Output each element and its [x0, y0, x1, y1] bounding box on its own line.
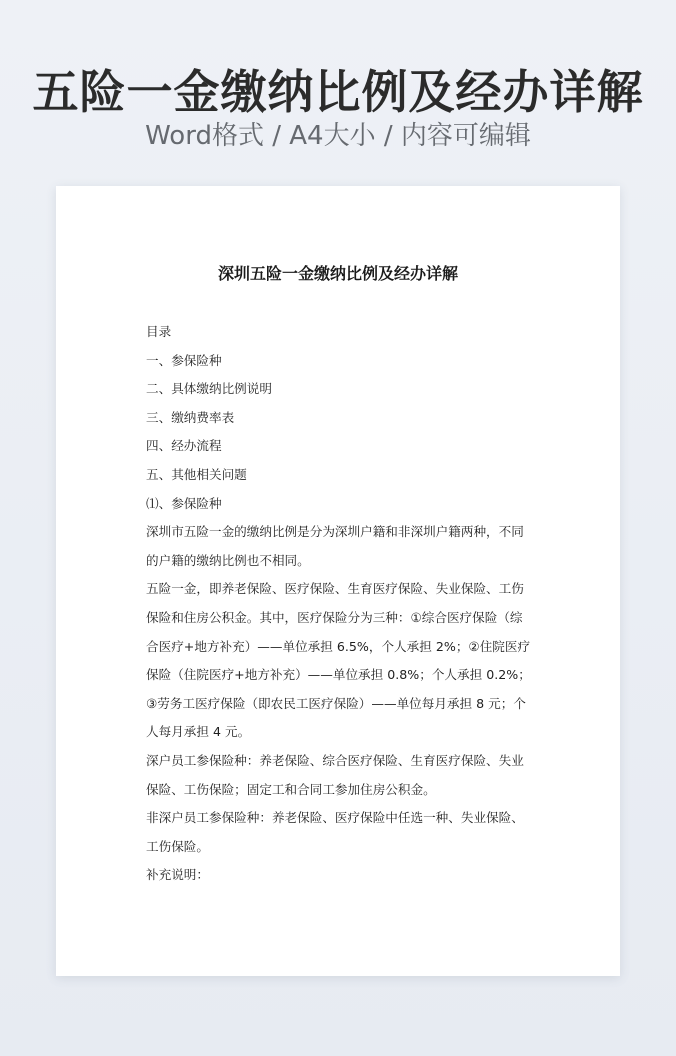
paragraph-nonlocal-employees: 非深户员工参保险种：养老保险、医疗保险中任选一种、失业保险、工伤保险。 [146, 810, 524, 854]
paragraph-local-employees: 深户员工参保险种：养老保险、综合医疗保险、生育医疗保险、失业保险、工伤保险；固定工和合同工参加住房公积金。 [146, 752, 524, 797]
document-page [56, 186, 620, 976]
toc-item-payment-ratio: 二、具体缴纳比例说明 [146, 381, 272, 397]
toc-heading: 目录 [146, 324, 172, 339]
section-heading: ⑴、参保险种 [146, 495, 222, 511]
document-title: 深圳五险一金缴纳比例及经办详解 [217, 264, 458, 283]
paragraph-intro: 深圳市五险一金的缴纳比例是分为深圳户籍和非深圳户籍两种，不同的户籍的缴纳比例也不相同。 [146, 524, 524, 568]
supplement-label: 补充说明： [146, 867, 209, 883]
toc-item-insurance-types: 一、参保险种 [146, 352, 222, 368]
paragraph-medical-insurance: 五险一金，即养老保险、医疗保险、生育医疗保险、失业保险、工伤保险和住房公积金。其中，医疗保险分为三种：①综合医疗保险（综合医疗+地方补充）——单位承担 6.5%，个人承担 2%；②住院医疗保险（住院医疗+地方补充）——单位承担 0.8%；个人承担 0.2%；③劳务工医疗保险（即农民工医疗保险）——单位每月承担 8 元；个人每月承担 4 元。 [146, 581, 531, 740]
toc-item-process: 四、经办流程 [146, 438, 222, 454]
banner-title: 五险一金缴纳比例及经办详解 [32, 65, 644, 119]
document-body [146, 318, 532, 890]
toc-item-rate-table: 三、缴纳费率表 [146, 409, 235, 425]
banner-subtitle: Word格式 / A4大小 / 内容可编辑 [145, 121, 531, 151]
toc-item-other-questions: 五、其他相关问题 [146, 466, 247, 482]
